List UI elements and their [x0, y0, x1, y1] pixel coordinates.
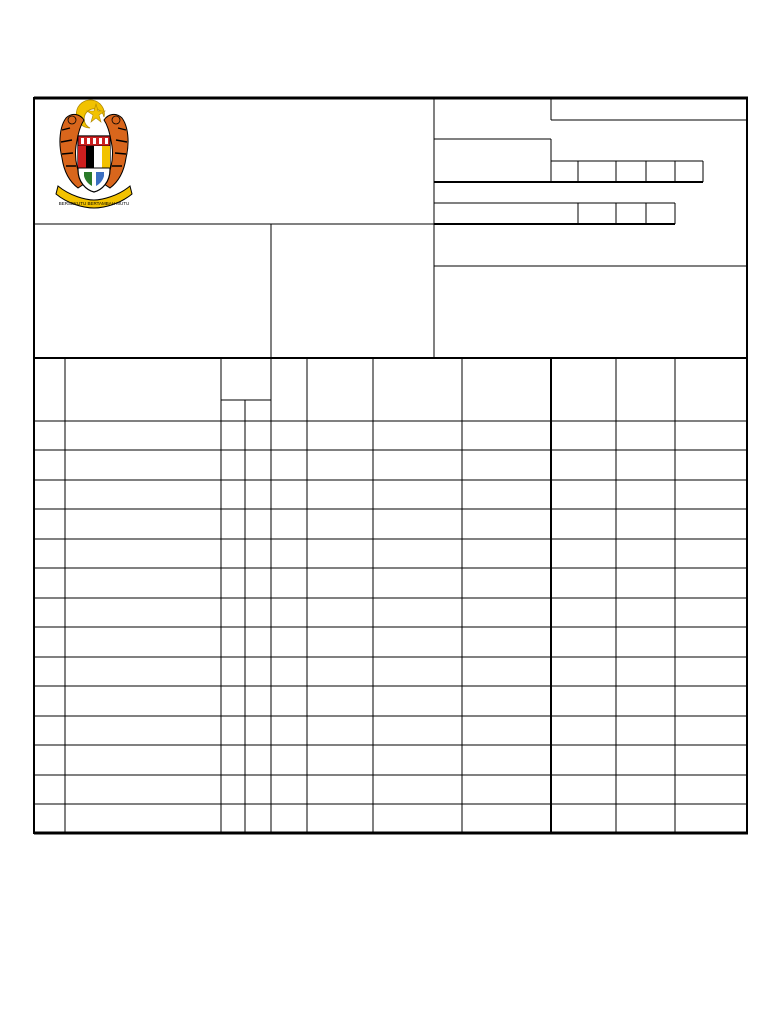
crest-motto: BERSEKUTU BERTAMBAH MUTU: [58, 201, 130, 206]
malaysia-coat-of-arms-icon: [56, 100, 132, 208]
